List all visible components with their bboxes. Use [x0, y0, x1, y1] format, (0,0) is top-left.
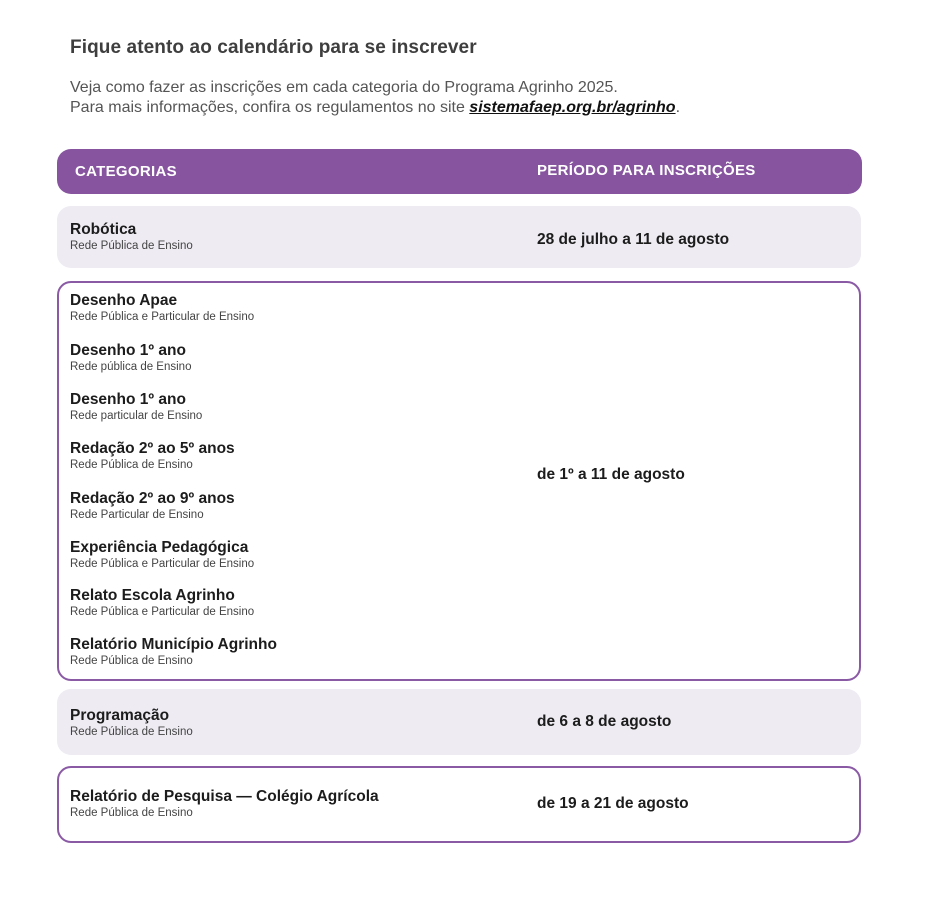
category-network: Rede pública de Ensino — [70, 361, 192, 373]
category-network: Rede Pública de Ensino — [70, 240, 193, 252]
category-item — [70, 342, 191, 374]
category-name: Desenho 1º ano — [70, 391, 186, 408]
intro-line-2-prefix: Para mais informações, confira os regulamentos no site — [70, 99, 470, 116]
category-group-robotica — [57, 206, 861, 268]
category-name: Experiência Pedagógica — [70, 539, 249, 556]
intro-text — [70, 78, 680, 118]
category-name: Redação 2º ao 9º anos — [70, 490, 235, 507]
category-group-drawing-writing — [57, 281, 861, 681]
category-network: Rede Pública de Ensino — [70, 726, 193, 738]
registration-period: de 6 a 8 de agosto — [537, 713, 672, 730]
category-network: Rede Pública de Ensino — [70, 655, 193, 667]
category-item — [70, 707, 193, 739]
category-network: Rede Pública de Ensino — [70, 459, 193, 471]
category-name: Relatório Município Agrinho — [70, 636, 277, 653]
intro-line-2 — [70, 98, 680, 118]
registration-period: 28 de julho a 11 de agosto — [537, 231, 730, 248]
category-name: Robótica — [70, 221, 137, 238]
category-item — [70, 391, 202, 423]
category-item — [70, 440, 235, 472]
category-name: Relato Escola Agrinho — [70, 587, 235, 604]
category-item — [70, 490, 235, 522]
category-item — [70, 587, 254, 619]
category-item — [70, 292, 254, 324]
page-title: Fique atento ao calendário para se inscrever — [70, 37, 477, 58]
registration-period: de 1º a 11 de agosto — [537, 466, 685, 483]
intro-line-1: Veja como fazer as inscrições em cada categoria do Programa Agrinho 2025. — [70, 79, 618, 96]
category-item — [70, 788, 379, 820]
category-name: Desenho Apae — [70, 292, 178, 309]
category-item — [70, 221, 193, 253]
category-group-pesquisa — [57, 766, 861, 843]
category-name: Relatório de Pesquisa — Colégio Agrícola — [70, 788, 379, 805]
registration-period: de 19 a 21 de agosto — [537, 795, 689, 812]
category-network: Rede Particular de Ensino — [70, 509, 204, 521]
category-network: Rede Pública e Particular de Ensino — [70, 606, 255, 618]
table-header — [57, 149, 862, 194]
intro-line-2-suffix: . — [675, 99, 681, 116]
category-group-programacao — [57, 689, 861, 755]
category-item — [70, 636, 277, 668]
category-network: Rede Pública e Particular de Ensino — [70, 558, 255, 570]
category-item — [70, 539, 254, 571]
header-period: PERÍODO PARA INSCRIÇÕES — [537, 162, 756, 179]
category-network: Rede particular de Ensino — [70, 410, 203, 422]
regulations-link[interactable]: sistemafaep.org.br/agrinho — [469, 99, 676, 116]
category-name: Desenho 1º ano — [70, 342, 186, 359]
header-categories: CATEGORIAS — [75, 163, 177, 180]
category-network: Rede Pública de Ensino — [70, 807, 193, 819]
category-name: Redação 2º ao 5º anos — [70, 440, 235, 457]
category-name: Programação — [70, 707, 170, 724]
category-network: Rede Pública e Particular de Ensino — [70, 311, 255, 323]
